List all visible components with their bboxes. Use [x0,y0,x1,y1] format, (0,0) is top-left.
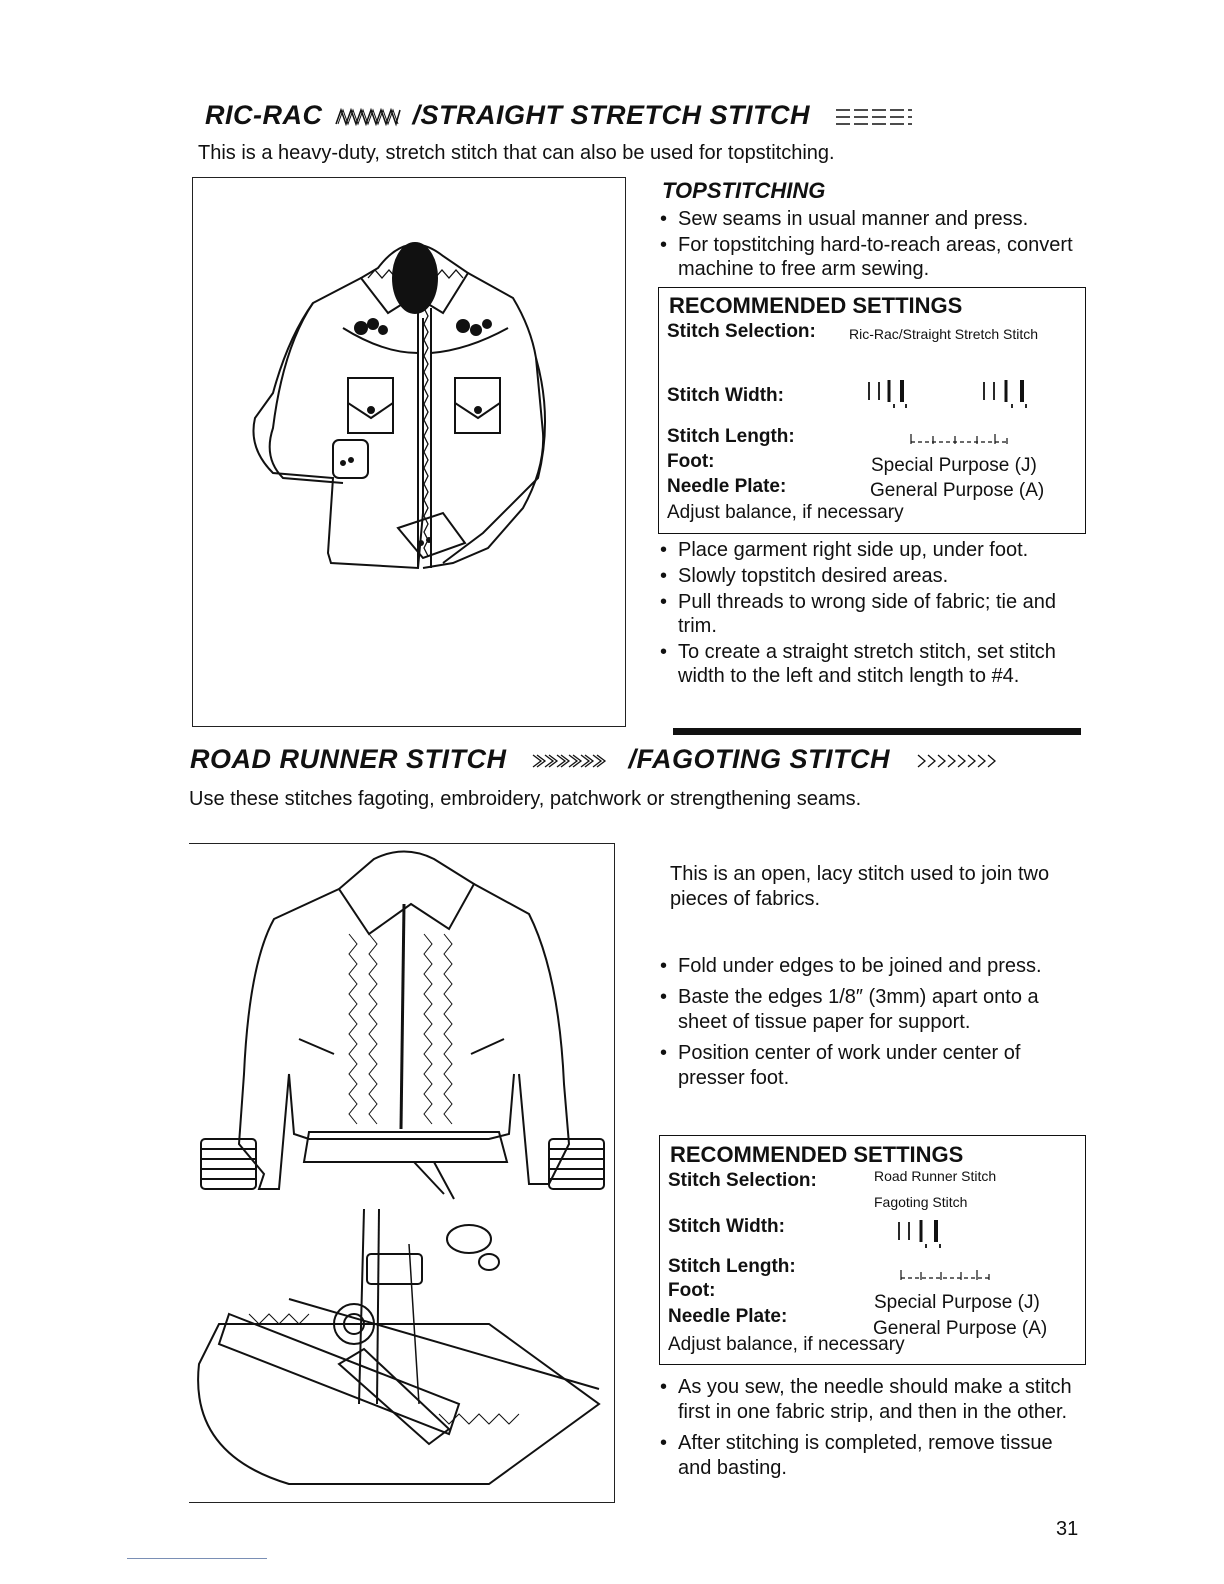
shirt-illustration-frame [192,177,626,727]
stitch-length-dial-icon [907,428,1017,448]
jacket-illustration [189,844,613,1502]
list-item: • Sew seams in usual manner and press. [660,207,1088,231]
foot-label: Foot: [668,1280,716,1301]
ric-rac-stitch-icon [335,107,401,127]
section2-heading [190,744,1000,775]
jacket-illustration-frame [189,843,615,1503]
list-item: • Place garment right side up, under foot. [660,538,1085,562]
section1-bullets-bottom [660,538,1085,690]
section2-settings-box [659,1135,1086,1365]
section1-title-b: /STRAIGHT STRETCH STITCH [412,100,811,130]
straight-stretch-stitch-icon [834,106,914,128]
stitch-selection-value-2: Fagoting Stitch [874,1194,968,1210]
stitch-width-label: Stitch Width: [667,385,784,406]
list-item: • Fold under edges to be joined and press. [660,954,1085,979]
section-divider [673,728,1081,735]
section2-title-b: /FAGOTING STITCH [628,744,891,774]
stitch-selection-value: Ric-Rac/Straight Stretch Stitch [849,326,1039,342]
foot-value: Special Purpose (J) [871,455,1037,476]
settings-title: RECOMMENDED SETTINGS [670,1142,964,1167]
road-runner-stitch-icon [531,751,615,771]
list-item: • Position center of work under center of presser foot. [660,1041,1085,1091]
section1-settings-box [658,287,1086,534]
shirt-illustration [193,178,625,726]
stitch-width-dial-icon [894,1216,984,1250]
foot-value: Special Purpose (J) [874,1292,1040,1313]
section2-bullets-top [660,954,1085,1093]
list-item: • Pull threads to wrong side of fabric; tie and trim. [660,590,1085,638]
adjust-balance-note: Adjust balance, if necessary [667,502,904,523]
section2-lead: This is an open, lacy stitch used to join two pieces of fabrics. [670,863,1050,910]
stitch-selection-label: Stitch Selection: [667,321,816,342]
section2-intro: Use these stitches fagoting, embroidery, patchwork or strengthening seams. [189,788,862,810]
foot-label: Foot: [667,451,715,472]
settings-title: RECOMMENDED SETTINGS [669,293,963,318]
stitch-width-dial-icon [864,376,1074,410]
list-item: • Slowly topstitch desired areas. [660,564,1085,588]
stitch-length-label: Stitch Length: [667,426,795,447]
needle-plate-value: General Purpose (A) [873,1318,1048,1339]
stitch-selection-value-1: Road Runner Stitch [874,1168,997,1184]
section1-title-a: RIC-RAC [205,100,323,130]
section1-intro: This is a heavy-duty, stretch stitch that can also be used for topstitching. [198,142,835,164]
section1-bullets-top [660,207,1088,283]
needle-plate-value: General Purpose (A) [870,480,1045,501]
adjust-balance-note: Adjust balance, if necessary [668,1334,905,1355]
stitch-selection-label: Stitch Selection: [668,1170,817,1191]
needle-plate-label: Needle Plate: [668,1306,788,1327]
fagoting-stitch-icon [916,751,1000,771]
section2-bullets-bottom [660,1375,1088,1483]
section1-heading [205,100,914,131]
list-item: • For topstitching hard-to-reach areas, convert machine to free arm sewing. [660,233,1088,281]
footer-rule [127,1558,267,1559]
needle-plate-label: Needle Plate: [667,476,787,497]
list-item: • As you sew, the needle should make a stitch first in one fabric strip, and then in the other. [660,1375,1088,1425]
topstitching-heading: TOPSTITCHING [662,178,826,203]
stitch-length-dial-icon [897,1264,997,1284]
list-item: • After stitching is completed, remove tissue and basting. [660,1431,1088,1481]
page-number: 31 [1056,1518,1079,1540]
section2-title-a: ROAD RUNNER STITCH [190,744,507,774]
stitch-width-label: Stitch Width: [668,1216,785,1237]
list-item: • To create a straight stretch stitch, set stitch width to the left and stitch length to #4. [660,640,1085,688]
stitch-length-label: Stitch Length: [668,1256,796,1277]
list-item: • Baste the edges 1/8″ (3mm) apart onto a sheet of tissue paper for support. [660,985,1085,1035]
